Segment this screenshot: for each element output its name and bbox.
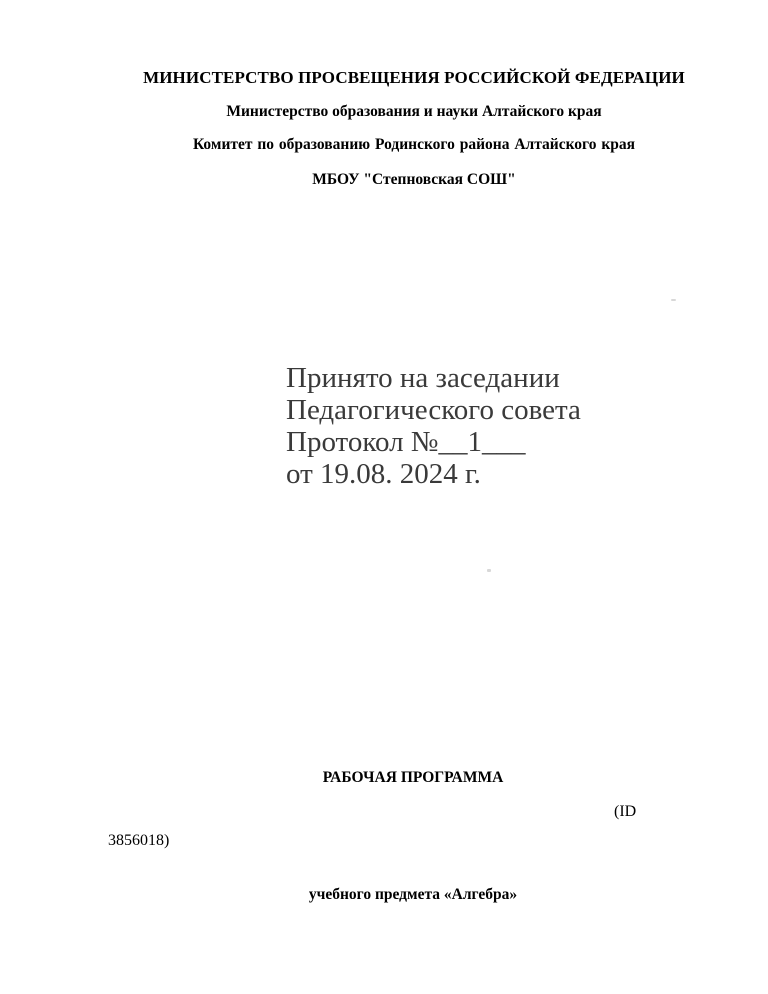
scan-speck: [487, 569, 491, 572]
program-id-prefix: (ID: [614, 803, 637, 820]
stamp-line-date: от 19.08. 2024 г.: [286, 458, 481, 490]
school-name: МБОУ "Степновская СОШ": [312, 171, 516, 188]
program-title: РАБОЧАЯ ПРОГРАММА: [322, 769, 504, 786]
scan-speck: [671, 299, 676, 301]
stamp-line-protocol: Протокол №__1___: [286, 426, 526, 458]
stamp-line-council: Педагогического совета: [286, 394, 581, 426]
subject-title: учебного предмета «Алгебра»: [308, 886, 518, 903]
approval-stamp: [286, 362, 646, 490]
stamp-line-meeting: Принято на заседании: [286, 362, 560, 394]
ministry-title: МИНИСТЕРСТВО ПРОСВЕЩЕНИЯ РОССИЙСКОЙ ФЕДЕРАЦИИ: [143, 68, 685, 87]
regional-ministry-title: Министерство образования и науки Алтайского края: [226, 103, 602, 120]
program-id-number: 3856018): [108, 832, 170, 849]
committee-title: Комитет по образованию Родинского района Алтайского края: [192, 136, 636, 153]
